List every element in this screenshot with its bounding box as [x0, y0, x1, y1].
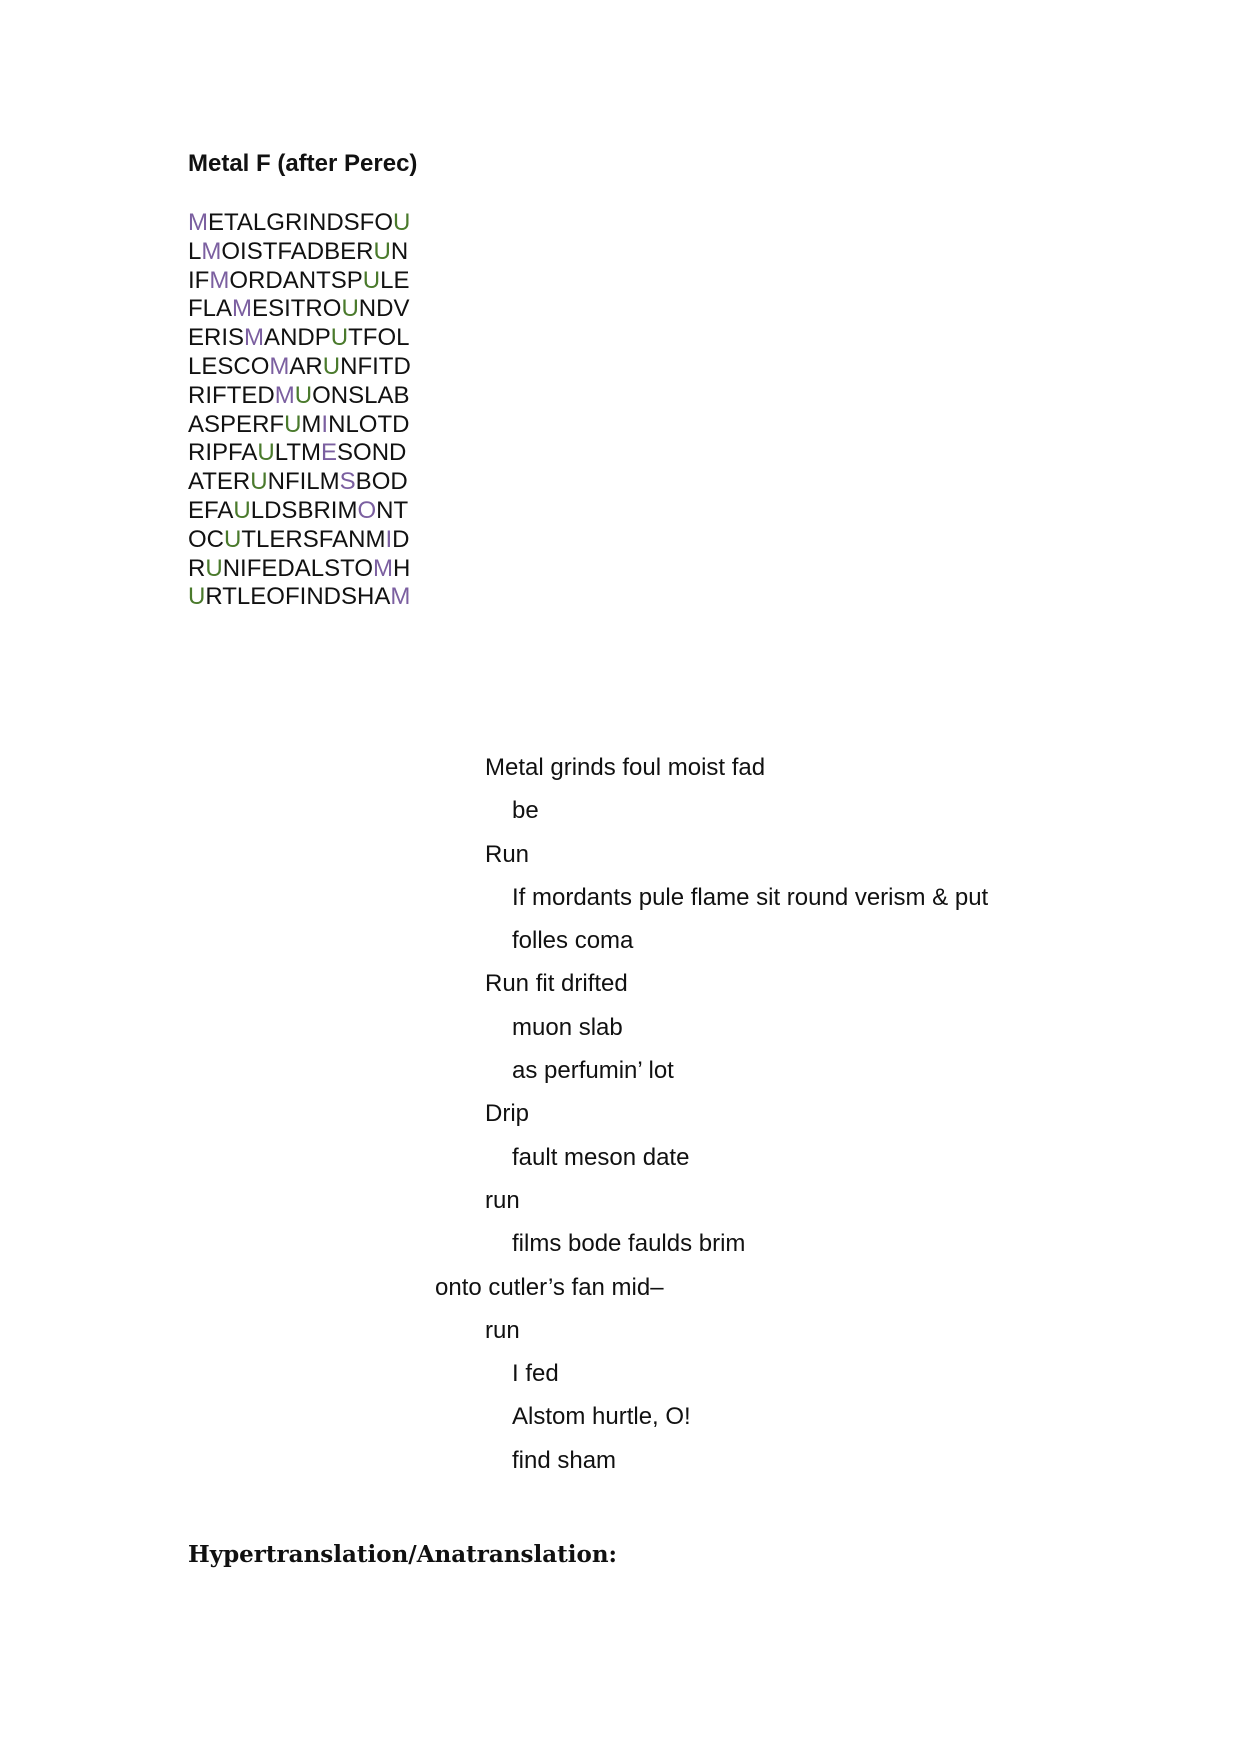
poem-line: If mordants pule flame sit round verism & put [512, 883, 989, 911]
grid-row: METALGRINDSFOU [188, 209, 411, 236]
grid-row: EFAULDSBRIMONT [188, 496, 409, 524]
poem-text [0, 753, 1239, 1489]
poem-line: films bode faulds brim [512, 1230, 746, 1258]
poem-line: be [512, 797, 539, 825]
poem-line: Alstom hurtle, O! [512, 1403, 691, 1431]
grid-row: RIPFAULTMESOND [188, 439, 407, 467]
poem-line: Drip [485, 1100, 530, 1128]
grid-row: OCUTLERSFANMID [188, 525, 410, 553]
grid-row: RUNIFEDALSTOMH [188, 554, 411, 582]
grid-row: ERISMANDPUTFOL [188, 324, 410, 352]
poem-line: folles coma [512, 927, 634, 955]
grid-row: IFMORDANTSPULE [188, 266, 410, 294]
grid-row: LESCOMARUNFITD [188, 352, 411, 380]
poem-line: onto cutler’s fan mid– [435, 1273, 664, 1301]
poem-line: I fed [512, 1360, 559, 1388]
poem-title: Metal F (after Perec) [188, 150, 418, 177]
poem-line: fault meson date [512, 1143, 690, 1171]
poem-line: run [485, 1186, 520, 1214]
poem-line: muon slab [512, 1013, 623, 1041]
grid-row: ASPERFUMINLOTD [188, 410, 410, 438]
poem-line: Run fit drifted [485, 970, 628, 998]
grid-row: LMOISTFADBERUN [188, 237, 409, 265]
grid-row: URTLEOFINDSHAM [188, 583, 411, 611]
grid-row: RIFTEDMUONSLAB [188, 381, 410, 409]
poem-line: Run [485, 840, 530, 868]
poem-line: run [485, 1316, 520, 1344]
poem-line: find sham [512, 1446, 617, 1474]
grid-row: FLAMESITROUNDV [188, 295, 410, 323]
letter-grid [188, 209, 411, 612]
grid-row: ATERUNFILMSBOD [188, 468, 408, 496]
section-heading: Hypertranslation/Anatranslation: [188, 1541, 618, 1568]
poem-line: as perfumin’ lot [512, 1057, 674, 1085]
poem-line: Metal grinds foul moist fad [485, 754, 766, 781]
